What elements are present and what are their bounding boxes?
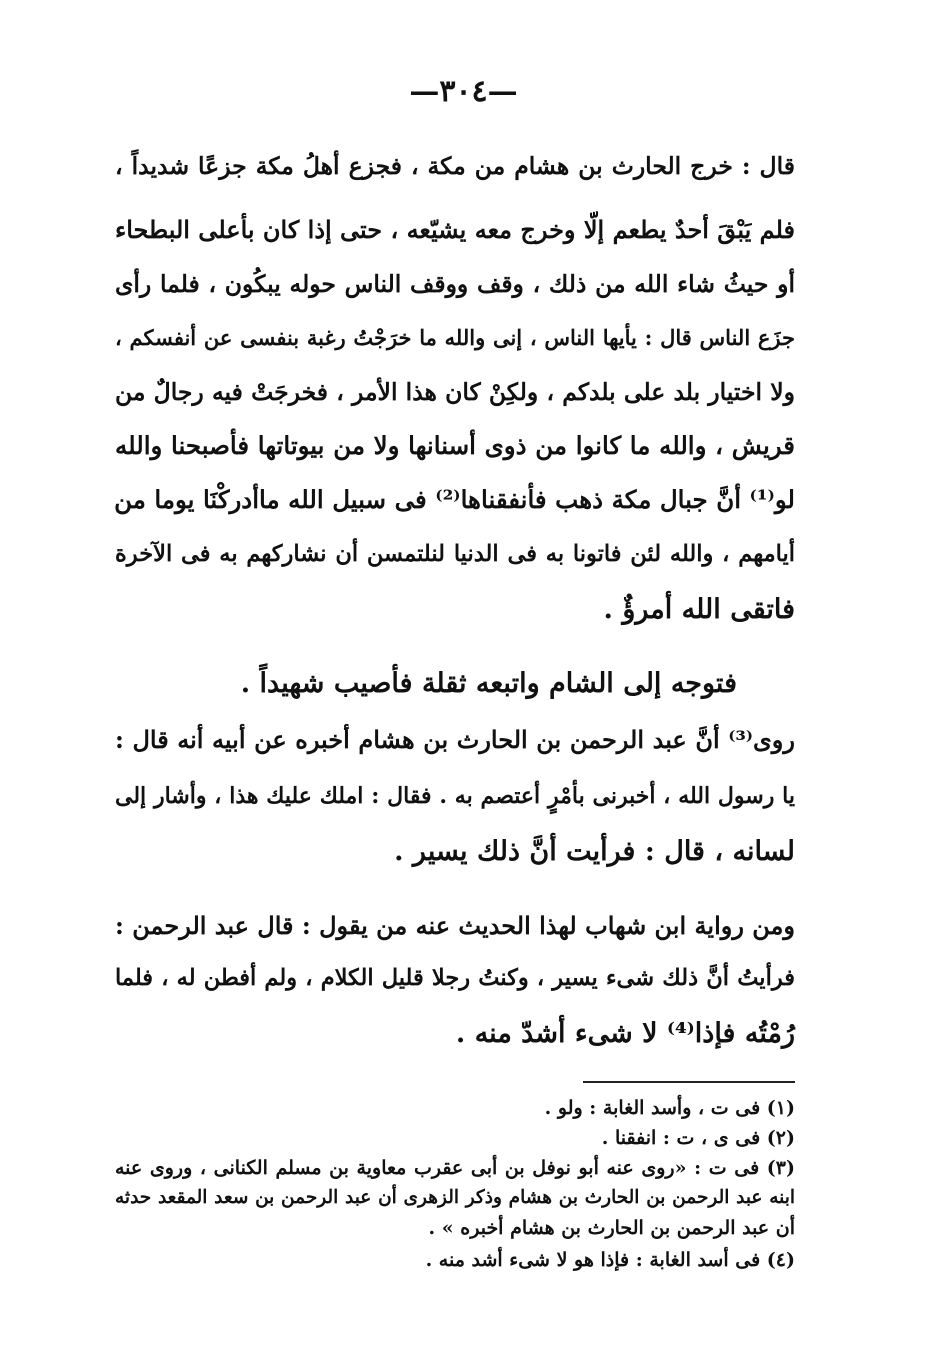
- footnote-line: أن عبد الرحمن بن الحارث بن هشام أخبره » .: [428, 1217, 795, 1239]
- footnote-line: (٤) فى أسد الغابة : فإذا هو لا شىء أشد منه .: [425, 1249, 795, 1271]
- footnote-line: (٢) فى ى ، ت : انفقنا .: [601, 1127, 795, 1149]
- text-line: لسانه ، قال : فرأيت أنَّ ذلك يسير .: [394, 836, 795, 867]
- text-line: فرأيتُ أنَّ ذلك شىء يسير ، وكنتُ رجلا قليل الكلام ، ولم أفطن له ، فلما: [115, 965, 795, 991]
- footnote-line: (١) فى ت ، وأسد الغابة : ولو .: [544, 1097, 795, 1119]
- footnote-line: ابنه عبد الرحمن بن الحارث بن هشام وذكر الزهرى أن عبد الرحمن بن سعد المقعد حدثه: [115, 1187, 795, 1208]
- text-line: فلم يَبْقَ أحدٌ يطعم إلّا وخرج معه يشيّعه ، حتى إذا كان بأعلى البطحاء: [114, 215, 795, 244]
- text-line: يا رسول الله ، أخبرنى بأمْرٍ أعتصم به . فقال : املك عليك هذا ، وأشار إلى: [115, 783, 795, 809]
- text-line: جزَع الناس قال : يأيها الناس ، إنى والله ما خرَجْتُ رغبة بنفسى عن أنفسكم ،: [115, 325, 795, 350]
- text-line: قريش ، والله ما كانوا من ذوى أسنانها ولا من بيوتاتها فأصبحنا والله: [115, 431, 795, 460]
- footnote-line: (٣) فى ت : «روى عنه أبو نوفل بن أبى عقرب معاوية بن مسلم الكنانى ، وروى عنه: [115, 1157, 795, 1179]
- text-line: فتوجه إلى الشام واتبعه ثقلة فأصيب شهيداً .: [240, 668, 737, 699]
- text-line: أو حيثُ شاء الله من ذلك ، وقف ووقف الناس حوله يبكُون ، فلما رأى: [115, 270, 795, 298]
- text-line: روى⁽³⁾ أنَّ عبد الرحمن بن الحارث بن هشام أخبره عن أبيه أنه قال :: [115, 725, 795, 754]
- text-line: ولا اختيار بلد على بلدكم ، ولكِنْ كان هذا الأمر ، فخرجَتْ فيه رجالٌ من: [115, 378, 795, 406]
- page-number: —٣٠٤—: [409, 74, 518, 109]
- text-line: قال : خرج الحارث بن هشام من مكة ، فجزع أهلُ مكة جزعًا شديداً ،: [115, 152, 795, 180]
- text-line: رُمْتُه فإذا⁽⁴⁾ لا شىء أشدّ منه .: [455, 1018, 795, 1049]
- text-line: فاتقى الله أمرؤٌ .: [603, 594, 795, 625]
- text-line: ومن رواية ابن شهاب لهذا الحديث عنه من يقول : قال عبد الرحمن :: [115, 911, 795, 940]
- text-line: أيامهم ، والله لئن فاتونا به فى الدنيا لنلتمسن أن نشاركهم به فى الآخرة: [115, 541, 795, 567]
- text-line: لو⁽¹⁾ أنَّ جبال مكة ذهب فأنفقناها⁽²⁾ فى سبيل الله ماأدركْنَا يوما من: [114, 485, 795, 514]
- footnote-separator: [583, 1081, 795, 1083]
